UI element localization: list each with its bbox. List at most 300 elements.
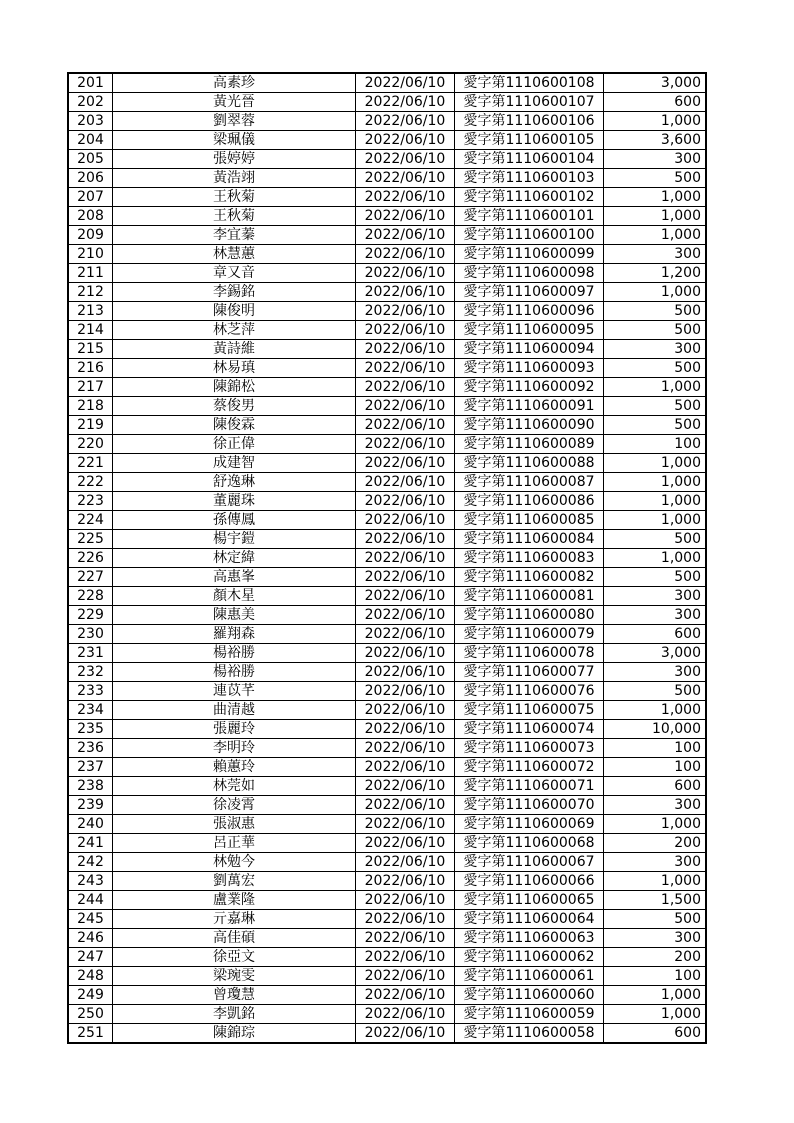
table-row bbox=[68, 625, 706, 644]
donation-date-cell: 2022/06/10 bbox=[356, 378, 455, 397]
donor-name-cell: 李凱銘 bbox=[113, 1005, 356, 1024]
receipt-number-cell: 愛字第1110600085 bbox=[455, 511, 604, 530]
row-number-cell: 220 bbox=[68, 435, 113, 454]
table-row bbox=[68, 264, 706, 283]
row-number-cell: 246 bbox=[68, 929, 113, 948]
row-number-cell: 203 bbox=[68, 112, 113, 131]
donor-name-cell: 陳俊明 bbox=[113, 302, 356, 321]
row-number-cell: 211 bbox=[68, 264, 113, 283]
receipt-number-cell: 愛字第1110600094 bbox=[455, 340, 604, 359]
donation-date-cell: 2022/06/10 bbox=[356, 1024, 455, 1044]
donor-name-cell: 盧業隆 bbox=[113, 891, 356, 910]
table-row bbox=[68, 112, 706, 131]
donation-amount-cell: 300 bbox=[604, 245, 707, 264]
donor-name-cell: 徐凌霄 bbox=[113, 796, 356, 815]
receipt-number-cell: 愛字第1110600063 bbox=[455, 929, 604, 948]
table-row bbox=[68, 169, 706, 188]
table-row bbox=[68, 359, 706, 378]
receipt-number-cell: 愛字第1110600103 bbox=[455, 169, 604, 188]
donation-amount-cell: 300 bbox=[604, 796, 707, 815]
donation-amount-cell: 1,000 bbox=[604, 207, 707, 226]
receipt-number-cell: 愛字第1110600062 bbox=[455, 948, 604, 967]
table-row bbox=[68, 150, 706, 169]
receipt-number-cell: 愛字第1110600067 bbox=[455, 853, 604, 872]
table-row bbox=[68, 73, 706, 93]
donation-date-cell: 2022/06/10 bbox=[356, 834, 455, 853]
donation-date-cell: 2022/06/10 bbox=[356, 929, 455, 948]
donor-name-cell: 董麗珠 bbox=[113, 492, 356, 511]
row-number-cell: 232 bbox=[68, 663, 113, 682]
row-number-cell: 210 bbox=[68, 245, 113, 264]
receipt-number-cell: 愛字第1110600105 bbox=[455, 131, 604, 150]
donation-date-cell: 2022/06/10 bbox=[356, 264, 455, 283]
table-row bbox=[68, 967, 706, 986]
donor-name-cell: 王秋菊 bbox=[113, 188, 356, 207]
receipt-number-cell: 愛字第1110600096 bbox=[455, 302, 604, 321]
row-number-cell: 229 bbox=[68, 606, 113, 625]
receipt-number-cell: 愛字第1110600072 bbox=[455, 758, 604, 777]
receipt-number-cell: 愛字第1110600082 bbox=[455, 568, 604, 587]
donation-amount-cell: 500 bbox=[604, 910, 707, 929]
receipt-number-cell: 愛字第1110600095 bbox=[455, 321, 604, 340]
donor-name-cell: 李宜蓁 bbox=[113, 226, 356, 245]
table-row bbox=[68, 378, 706, 397]
receipt-number-cell: 愛字第1110600064 bbox=[455, 910, 604, 929]
row-number-cell: 208 bbox=[68, 207, 113, 226]
donor-name-cell: 高惠峯 bbox=[113, 568, 356, 587]
donation-amount-cell: 1,000 bbox=[604, 473, 707, 492]
donation-date-cell: 2022/06/10 bbox=[356, 815, 455, 834]
donor-name-cell: 顏木星 bbox=[113, 587, 356, 606]
row-number-cell: 219 bbox=[68, 416, 113, 435]
donation-date-cell: 2022/06/10 bbox=[356, 454, 455, 473]
row-number-cell: 226 bbox=[68, 549, 113, 568]
donation-date-cell: 2022/06/10 bbox=[356, 986, 455, 1005]
donation-amount-cell: 1,200 bbox=[604, 264, 707, 283]
donation-amount-cell: 300 bbox=[604, 853, 707, 872]
receipt-number-cell: 愛字第1110600091 bbox=[455, 397, 604, 416]
receipt-number-cell: 愛字第1110600077 bbox=[455, 663, 604, 682]
receipt-number-cell: 愛字第1110600102 bbox=[455, 188, 604, 207]
donor-name-cell: 楊裕勝 bbox=[113, 663, 356, 682]
receipt-number-cell: 愛字第1110600089 bbox=[455, 435, 604, 454]
receipt-number-cell: 愛字第1110600099 bbox=[455, 245, 604, 264]
donor-name-cell: 亓嘉琳 bbox=[113, 910, 356, 929]
donation-amount-cell: 200 bbox=[604, 948, 707, 967]
donation-amount-cell: 500 bbox=[604, 359, 707, 378]
table-row bbox=[68, 340, 706, 359]
donation-date-cell: 2022/06/10 bbox=[356, 796, 455, 815]
donation-amount-cell: 1,000 bbox=[604, 872, 707, 891]
row-number-cell: 221 bbox=[68, 454, 113, 473]
receipt-number-cell: 愛字第1110600060 bbox=[455, 986, 604, 1005]
donation-amount-cell: 100 bbox=[604, 967, 707, 986]
row-number-cell: 222 bbox=[68, 473, 113, 492]
row-number-cell: 243 bbox=[68, 872, 113, 891]
donation-date-cell: 2022/06/10 bbox=[356, 967, 455, 986]
donor-name-cell: 呂正華 bbox=[113, 834, 356, 853]
table-row bbox=[68, 188, 706, 207]
table-row bbox=[68, 986, 706, 1005]
table-row bbox=[68, 758, 706, 777]
receipt-number-cell: 愛字第1110600101 bbox=[455, 207, 604, 226]
donation-date-cell: 2022/06/10 bbox=[356, 226, 455, 245]
table-row bbox=[68, 283, 706, 302]
receipt-number-cell: 愛字第1110600084 bbox=[455, 530, 604, 549]
donation-date-cell: 2022/06/10 bbox=[356, 131, 455, 150]
table-row bbox=[68, 587, 706, 606]
row-number-cell: 217 bbox=[68, 378, 113, 397]
donation-date-cell: 2022/06/10 bbox=[356, 492, 455, 511]
donation-date-cell: 2022/06/10 bbox=[356, 720, 455, 739]
receipt-number-cell: 愛字第1110600075 bbox=[455, 701, 604, 720]
table-row bbox=[68, 891, 706, 910]
donor-name-cell: 徐正偉 bbox=[113, 435, 356, 454]
receipt-number-cell: 愛字第1110600070 bbox=[455, 796, 604, 815]
donor-name-cell: 林莞如 bbox=[113, 777, 356, 796]
donation-amount-cell: 200 bbox=[604, 834, 707, 853]
donation-amount-cell: 600 bbox=[604, 625, 707, 644]
receipt-number-cell: 愛字第1110600071 bbox=[455, 777, 604, 796]
donation-date-cell: 2022/06/10 bbox=[356, 1005, 455, 1024]
table-row bbox=[68, 511, 706, 530]
row-number-cell: 239 bbox=[68, 796, 113, 815]
table-row bbox=[68, 397, 706, 416]
row-number-cell: 201 bbox=[68, 73, 113, 93]
table-row bbox=[68, 435, 706, 454]
receipt-number-cell: 愛字第1110600104 bbox=[455, 150, 604, 169]
table-row bbox=[68, 207, 706, 226]
donor-name-cell: 羅翔森 bbox=[113, 625, 356, 644]
donor-name-cell: 楊宇鎧 bbox=[113, 530, 356, 549]
donation-amount-cell: 1,000 bbox=[604, 701, 707, 720]
donation-amount-cell: 100 bbox=[604, 435, 707, 454]
donor-name-cell: 章又音 bbox=[113, 264, 356, 283]
donation-date-cell: 2022/06/10 bbox=[356, 948, 455, 967]
donor-name-cell: 張麗玲 bbox=[113, 720, 356, 739]
table-row bbox=[68, 834, 706, 853]
table-row bbox=[68, 1024, 706, 1044]
receipt-number-cell: 愛字第1110600065 bbox=[455, 891, 604, 910]
row-number-cell: 205 bbox=[68, 150, 113, 169]
table-row bbox=[68, 131, 706, 150]
donation-date-cell: 2022/06/10 bbox=[356, 112, 455, 131]
donor-name-cell: 劉萬宏 bbox=[113, 872, 356, 891]
row-number-cell: 218 bbox=[68, 397, 113, 416]
donation-date-cell: 2022/06/10 bbox=[356, 606, 455, 625]
donation-date-cell: 2022/06/10 bbox=[356, 853, 455, 872]
receipt-number-cell: 愛字第1110600100 bbox=[455, 226, 604, 245]
donor-name-cell: 曲清越 bbox=[113, 701, 356, 720]
receipt-number-cell: 愛字第1110600074 bbox=[455, 720, 604, 739]
donation-amount-cell: 600 bbox=[604, 1024, 707, 1044]
donation-date-cell: 2022/06/10 bbox=[356, 435, 455, 454]
row-number-cell: 224 bbox=[68, 511, 113, 530]
row-number-cell: 247 bbox=[68, 948, 113, 967]
receipt-number-cell: 愛字第1110600080 bbox=[455, 606, 604, 625]
donation-date-cell: 2022/06/10 bbox=[356, 511, 455, 530]
row-number-cell: 227 bbox=[68, 568, 113, 587]
table-row bbox=[68, 473, 706, 492]
row-number-cell: 206 bbox=[68, 169, 113, 188]
receipt-number-cell: 愛字第1110600108 bbox=[455, 73, 604, 93]
table-row bbox=[68, 663, 706, 682]
donation-date-cell: 2022/06/10 bbox=[356, 359, 455, 378]
receipt-number-cell: 愛字第1110600078 bbox=[455, 644, 604, 663]
donor-name-cell: 黃浩翊 bbox=[113, 169, 356, 188]
donation-date-cell: 2022/06/10 bbox=[356, 150, 455, 169]
donation-amount-cell: 500 bbox=[604, 530, 707, 549]
receipt-number-cell: 愛字第1110600073 bbox=[455, 739, 604, 758]
donation-amount-cell: 3,000 bbox=[604, 73, 707, 93]
donation-amount-cell: 1,500 bbox=[604, 891, 707, 910]
donor-name-cell: 梁珮儀 bbox=[113, 131, 356, 150]
donation-date-cell: 2022/06/10 bbox=[356, 910, 455, 929]
table-row bbox=[68, 302, 706, 321]
donation-date-cell: 2022/06/10 bbox=[356, 568, 455, 587]
donor-name-cell: 林定緯 bbox=[113, 549, 356, 568]
donor-name-cell: 陳惠美 bbox=[113, 606, 356, 625]
row-number-cell: 207 bbox=[68, 188, 113, 207]
donation-date-cell: 2022/06/10 bbox=[356, 758, 455, 777]
table-row bbox=[68, 796, 706, 815]
donation-amount-cell: 500 bbox=[604, 397, 707, 416]
donor-name-cell: 王秋菊 bbox=[113, 207, 356, 226]
row-number-cell: 231 bbox=[68, 644, 113, 663]
row-number-cell: 249 bbox=[68, 986, 113, 1005]
receipt-number-cell: 愛字第1110600090 bbox=[455, 416, 604, 435]
row-number-cell: 213 bbox=[68, 302, 113, 321]
donation-date-cell: 2022/06/10 bbox=[356, 644, 455, 663]
donation-amount-cell: 1,000 bbox=[604, 492, 707, 511]
donor-name-cell: 黃光晉 bbox=[113, 93, 356, 112]
row-number-cell: 238 bbox=[68, 777, 113, 796]
row-number-cell: 248 bbox=[68, 967, 113, 986]
table-row bbox=[68, 1005, 706, 1024]
donor-name-cell: 林芝萍 bbox=[113, 321, 356, 340]
donation-date-cell: 2022/06/10 bbox=[356, 872, 455, 891]
donor-name-cell: 陳俊霖 bbox=[113, 416, 356, 435]
row-number-cell: 244 bbox=[68, 891, 113, 910]
donation-date-cell: 2022/06/10 bbox=[356, 530, 455, 549]
row-number-cell: 240 bbox=[68, 815, 113, 834]
donation-amount-cell: 3,000 bbox=[604, 644, 707, 663]
receipt-number-cell: 愛字第1110600092 bbox=[455, 378, 604, 397]
row-number-cell: 209 bbox=[68, 226, 113, 245]
donation-table bbox=[67, 72, 707, 1044]
donation-amount-cell: 1,000 bbox=[604, 815, 707, 834]
row-number-cell: 216 bbox=[68, 359, 113, 378]
donation-amount-cell: 1,000 bbox=[604, 986, 707, 1005]
receipt-number-cell: 愛字第1110600066 bbox=[455, 872, 604, 891]
donation-amount-cell: 300 bbox=[604, 663, 707, 682]
table-row bbox=[68, 492, 706, 511]
row-number-cell: 236 bbox=[68, 739, 113, 758]
donor-name-cell: 陳錦琮 bbox=[113, 1024, 356, 1044]
donor-name-cell: 林慧蕙 bbox=[113, 245, 356, 264]
donor-name-cell: 李明玲 bbox=[113, 739, 356, 758]
receipt-number-cell: 愛字第1110600061 bbox=[455, 967, 604, 986]
table-row bbox=[68, 644, 706, 663]
donation-date-cell: 2022/06/10 bbox=[356, 188, 455, 207]
donation-amount-cell: 1,000 bbox=[604, 511, 707, 530]
row-number-cell: 204 bbox=[68, 131, 113, 150]
row-number-cell: 215 bbox=[68, 340, 113, 359]
receipt-number-cell: 愛字第1110600107 bbox=[455, 93, 604, 112]
donation-date-cell: 2022/06/10 bbox=[356, 663, 455, 682]
donation-date-cell: 2022/06/10 bbox=[356, 682, 455, 701]
donation-date-cell: 2022/06/10 bbox=[356, 701, 455, 720]
donation-date-cell: 2022/06/10 bbox=[356, 625, 455, 644]
donor-name-cell: 曾瓊慧 bbox=[113, 986, 356, 1005]
receipt-number-cell: 愛字第1110600081 bbox=[455, 587, 604, 606]
donor-name-cell: 林易瑱 bbox=[113, 359, 356, 378]
table-row bbox=[68, 872, 706, 891]
donation-date-cell: 2022/06/10 bbox=[356, 739, 455, 758]
donor-name-cell: 連苡芊 bbox=[113, 682, 356, 701]
receipt-number-cell: 愛字第1110600098 bbox=[455, 264, 604, 283]
table-row bbox=[68, 245, 706, 264]
donation-amount-cell: 500 bbox=[604, 568, 707, 587]
donor-name-cell: 梁琬雯 bbox=[113, 967, 356, 986]
donation-amount-cell: 300 bbox=[604, 606, 707, 625]
receipt-number-cell: 愛字第1110600088 bbox=[455, 454, 604, 473]
donor-name-cell: 李錫銘 bbox=[113, 283, 356, 302]
donation-date-cell: 2022/06/10 bbox=[356, 587, 455, 606]
table-row bbox=[68, 321, 706, 340]
table-row bbox=[68, 606, 706, 625]
donation-amount-cell: 600 bbox=[604, 777, 707, 796]
table-row bbox=[68, 454, 706, 473]
donation-amount-cell: 1,000 bbox=[604, 378, 707, 397]
row-number-cell: 242 bbox=[68, 853, 113, 872]
donation-amount-cell: 1,000 bbox=[604, 188, 707, 207]
donor-name-cell: 黃詩維 bbox=[113, 340, 356, 359]
row-number-cell: 241 bbox=[68, 834, 113, 853]
receipt-number-cell: 愛字第1110600059 bbox=[455, 1005, 604, 1024]
donation-date-cell: 2022/06/10 bbox=[356, 891, 455, 910]
receipt-number-cell: 愛字第1110600097 bbox=[455, 283, 604, 302]
table-row bbox=[68, 929, 706, 948]
donor-name-cell: 孫傳鳳 bbox=[113, 511, 356, 530]
donation-amount-cell: 10,000 bbox=[604, 720, 707, 739]
receipt-number-cell: 愛字第1110600087 bbox=[455, 473, 604, 492]
table-row bbox=[68, 815, 706, 834]
donation-date-cell: 2022/06/10 bbox=[356, 245, 455, 264]
receipt-number-cell: 愛字第1110600076 bbox=[455, 682, 604, 701]
donation-amount-cell: 500 bbox=[604, 416, 707, 435]
donation-amount-cell: 500 bbox=[604, 169, 707, 188]
donation-amount-cell: 1,000 bbox=[604, 112, 707, 131]
donation-amount-cell: 500 bbox=[604, 321, 707, 340]
table-row bbox=[68, 777, 706, 796]
table-row bbox=[68, 93, 706, 112]
donation-amount-cell: 100 bbox=[604, 758, 707, 777]
row-number-cell: 250 bbox=[68, 1005, 113, 1024]
donor-name-cell: 蔡俊男 bbox=[113, 397, 356, 416]
donation-amount-cell: 500 bbox=[604, 302, 707, 321]
receipt-number-cell: 愛字第1110600093 bbox=[455, 359, 604, 378]
donor-name-cell: 高素珍 bbox=[113, 73, 356, 93]
donation-amount-cell: 300 bbox=[604, 587, 707, 606]
donor-name-cell: 張婷婷 bbox=[113, 150, 356, 169]
donation-date-cell: 2022/06/10 bbox=[356, 321, 455, 340]
row-number-cell: 237 bbox=[68, 758, 113, 777]
table-row bbox=[68, 549, 706, 568]
donation-table-body bbox=[68, 73, 706, 1043]
donation-amount-cell: 300 bbox=[604, 340, 707, 359]
row-number-cell: 223 bbox=[68, 492, 113, 511]
donation-amount-cell: 1,000 bbox=[604, 283, 707, 302]
receipt-number-cell: 愛字第1110600069 bbox=[455, 815, 604, 834]
donor-name-cell: 林勉今 bbox=[113, 853, 356, 872]
row-number-cell: 225 bbox=[68, 530, 113, 549]
donor-name-cell: 楊裕勝 bbox=[113, 644, 356, 663]
donation-amount-cell: 1,000 bbox=[604, 1005, 707, 1024]
donation-date-cell: 2022/06/10 bbox=[356, 207, 455, 226]
donation-date-cell: 2022/06/10 bbox=[356, 169, 455, 188]
donor-name-cell: 劉翠蓉 bbox=[113, 112, 356, 131]
row-number-cell: 245 bbox=[68, 910, 113, 929]
receipt-number-cell: 愛字第1110600083 bbox=[455, 549, 604, 568]
donation-date-cell: 2022/06/10 bbox=[356, 302, 455, 321]
receipt-number-cell: 愛字第1110600058 bbox=[455, 1024, 604, 1044]
table-row bbox=[68, 682, 706, 701]
donation-amount-cell: 1,000 bbox=[604, 549, 707, 568]
row-number-cell: 202 bbox=[68, 93, 113, 112]
receipt-number-cell: 愛字第1110600079 bbox=[455, 625, 604, 644]
receipt-number-cell: 愛字第1110600086 bbox=[455, 492, 604, 511]
row-number-cell: 212 bbox=[68, 283, 113, 302]
table-row bbox=[68, 948, 706, 967]
donation-amount-cell: 1,000 bbox=[604, 454, 707, 473]
table-row bbox=[68, 568, 706, 587]
donation-amount-cell: 3,600 bbox=[604, 131, 707, 150]
donation-date-cell: 2022/06/10 bbox=[356, 473, 455, 492]
row-number-cell: 251 bbox=[68, 1024, 113, 1044]
table-row bbox=[68, 530, 706, 549]
table-row bbox=[68, 739, 706, 758]
donation-date-cell: 2022/06/10 bbox=[356, 549, 455, 568]
table-row bbox=[68, 853, 706, 872]
donation-amount-cell: 300 bbox=[604, 929, 707, 948]
donor-name-cell: 舒逸琳 bbox=[113, 473, 356, 492]
row-number-cell: 228 bbox=[68, 587, 113, 606]
table-row bbox=[68, 910, 706, 929]
donor-name-cell: 徐亞文 bbox=[113, 948, 356, 967]
donation-amount-cell: 1,000 bbox=[604, 226, 707, 245]
row-number-cell: 234 bbox=[68, 701, 113, 720]
donation-date-cell: 2022/06/10 bbox=[356, 397, 455, 416]
table-row bbox=[68, 701, 706, 720]
donation-date-cell: 2022/06/10 bbox=[356, 73, 455, 93]
row-number-cell: 230 bbox=[68, 625, 113, 644]
donation-date-cell: 2022/06/10 bbox=[356, 777, 455, 796]
donor-name-cell: 高佳碩 bbox=[113, 929, 356, 948]
donation-date-cell: 2022/06/10 bbox=[356, 93, 455, 112]
donation-amount-cell: 500 bbox=[604, 682, 707, 701]
table-row bbox=[68, 226, 706, 245]
donation-amount-cell: 600 bbox=[604, 93, 707, 112]
donor-name-cell: 賴蕙玲 bbox=[113, 758, 356, 777]
donation-amount-cell: 100 bbox=[604, 739, 707, 758]
row-number-cell: 214 bbox=[68, 321, 113, 340]
table-row bbox=[68, 720, 706, 739]
table-row bbox=[68, 416, 706, 435]
donation-date-cell: 2022/06/10 bbox=[356, 416, 455, 435]
donor-name-cell: 成建智 bbox=[113, 454, 356, 473]
donor-name-cell: 張淑惠 bbox=[113, 815, 356, 834]
